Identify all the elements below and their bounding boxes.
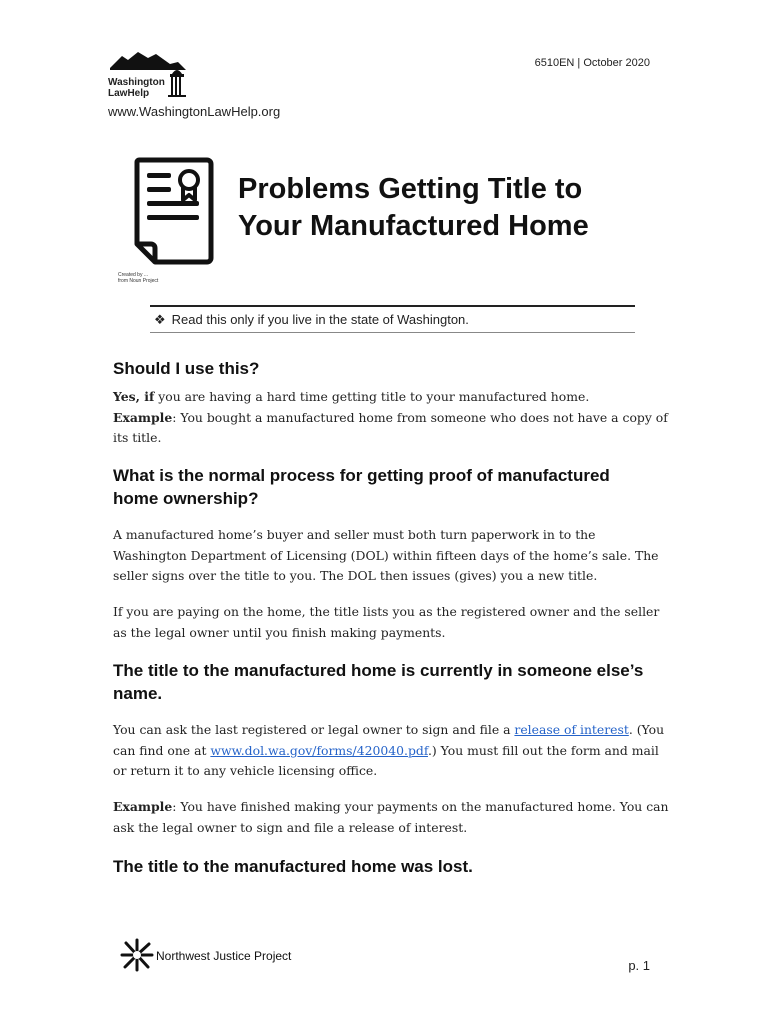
release-text-b: . (You can find one at xyxy=(113,722,665,758)
yes-if-rest: you are having a hard time getting title to your manufactured home. xyxy=(154,389,590,404)
notice xyxy=(154,312,469,328)
heading-title-lost: The title to the manufactured home was lost. xyxy=(113,857,473,876)
notice-top-rule xyxy=(150,305,635,307)
website-link[interactable]: www.WashingtonLawHelp.org xyxy=(108,104,281,119)
page-title xyxy=(238,171,589,245)
paragraph-normal-1: A manufactured home’s buyer and seller must both turn paperwork in to the Washington Department of Licensing (DOL) within fifteen days of the home’s sale. The seller signs over the title to you. The DOL then issues (gives) you a new title. xyxy=(113,527,659,584)
notice-bottom-rule xyxy=(150,332,635,333)
paragraph-someone-2 xyxy=(113,797,673,838)
example2-rest: : You have finished making your payments on the manufactured home. You can ask the legal owner to sign and file a release of interest. xyxy=(113,799,669,835)
paragraph-normal-2: If you are paying on the home, the title lists you as the registered owner and the seller as the legal owner until you finish making payments. xyxy=(113,604,660,640)
diamond-bullet-icon: ❖ xyxy=(154,312,166,327)
example2-bold: Example xyxy=(113,799,173,814)
paragraph-someone-1 xyxy=(113,720,673,782)
dol-form-link[interactable]: www.dol.wa.gov/forms/420040.pdf xyxy=(210,742,428,758)
release-of-interest-link[interactable]: release of interest xyxy=(514,722,629,737)
icon-credit-line-2: from Noun Project xyxy=(118,278,159,284)
icon-credit-line-1: Created by ... xyxy=(118,272,149,278)
example-rest: : You bought a manufactured home from someone who does not have a copy of its title. xyxy=(113,409,668,446)
washington-lawhelp-logo[interactable] xyxy=(108,50,188,100)
page-title-line-1: Problems Getting Title to xyxy=(238,173,583,205)
release-text-c: .) You must fill out the form and mail or return it to any vehicle licensing office. xyxy=(113,742,659,779)
logo-line-2: LawHelp xyxy=(108,88,150,99)
page-title-line-2: Your Manufactured Home xyxy=(238,210,589,242)
heading-normal-process: What is the normal process for getting proof of manufactured home ownership? xyxy=(113,466,610,508)
notice-text: Read this only if you live in the state of Washington. xyxy=(171,312,469,327)
icon-credit xyxy=(118,272,158,284)
yes-if-bold: Yes, if xyxy=(113,389,155,404)
certificate-document-icon xyxy=(133,156,215,266)
nwjp-burst-icon xyxy=(120,938,154,972)
example-bold: Example xyxy=(113,409,173,425)
release-text-a: You can ask the last registered or legal owner to sign and file a xyxy=(113,722,515,737)
document-number: 6510EN | October 2020 xyxy=(534,57,650,69)
logo-line-1: Washington xyxy=(108,77,165,88)
heading-someone-else: The title to the manufactured home is currently in someone else’s name. xyxy=(113,661,644,703)
heading-should-i-use: Should I use this? xyxy=(113,359,260,378)
page-number: p. 1 xyxy=(628,958,650,973)
paragraph-yes-if xyxy=(113,387,673,449)
nwjp-name: Northwest Justice Project xyxy=(156,949,292,963)
